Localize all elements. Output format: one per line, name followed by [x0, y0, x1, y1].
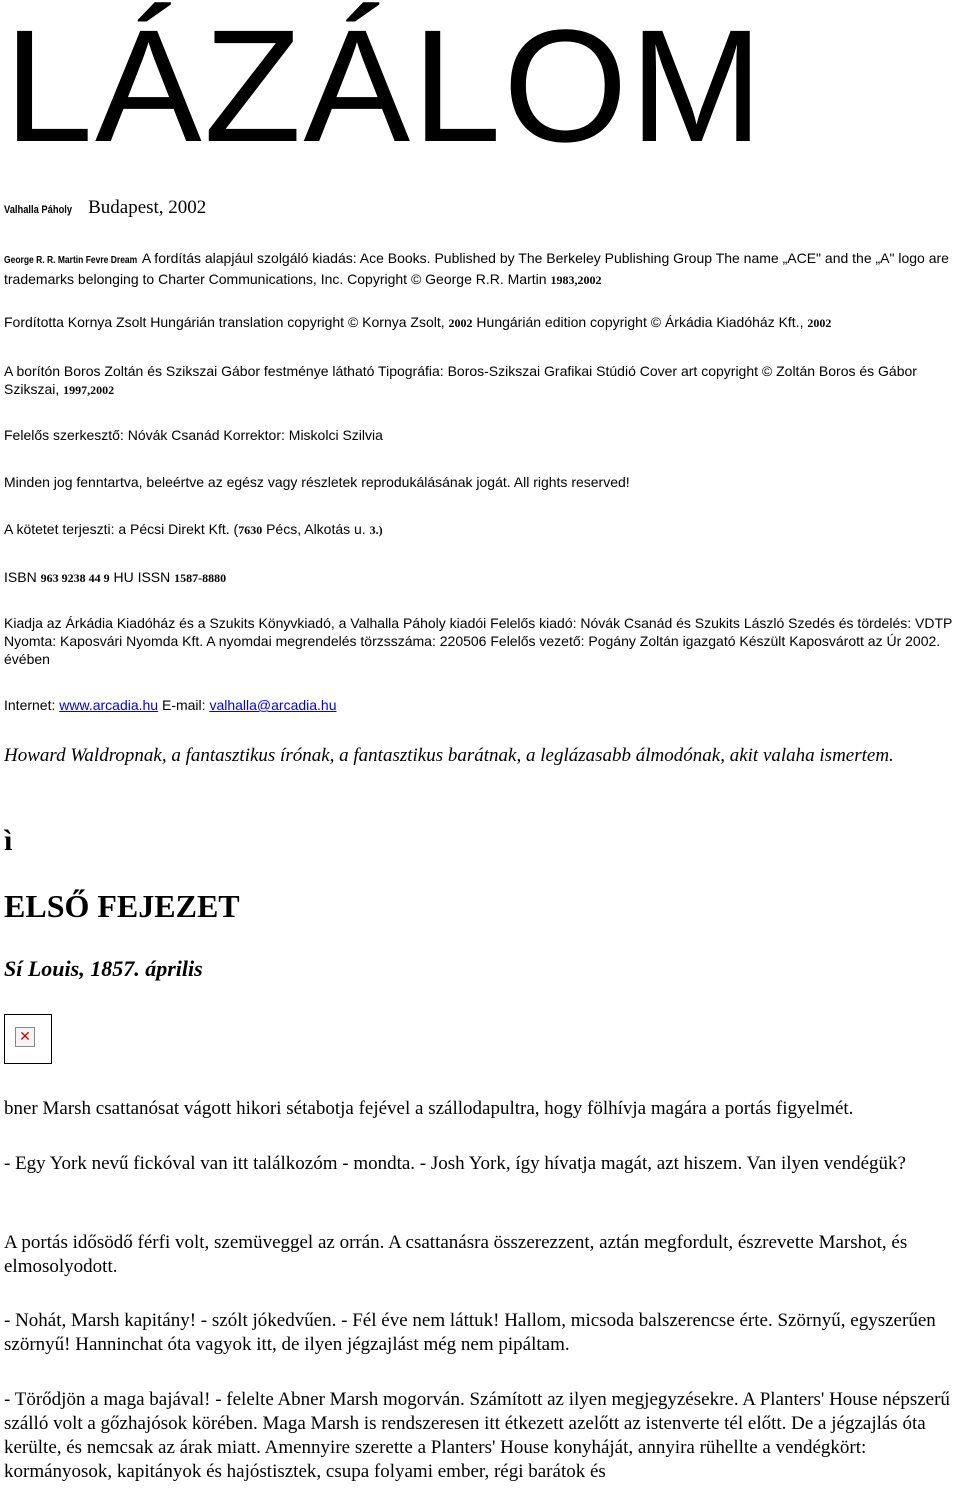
distributor-close: ) — [378, 523, 383, 537]
chapter-ornament: ì — [4, 824, 13, 857]
issn-number: 1587-8880 — [174, 571, 227, 585]
dedication: Howard Waldropnak, a fantasztikus írónak, a fantasztikus barátnak, a leglázasabb álmodónak, akit valaha ismertem. — [4, 745, 894, 766]
image-error-mark: ✕ — [19, 1029, 31, 1045]
translation-paragraph — [4, 313, 956, 332]
cover-paragraph — [4, 362, 956, 399]
distributor-number: 3. — [369, 523, 379, 537]
original-edition-text: A fordítás alapjául szolgáló kiadás: Ace Books. Published by The Berkeley Publishing Group The name „ACE" and the „A" logo are trademarks belonging to Charter Communications, Inc. Copyright © George R.R. Martin — [4, 250, 949, 287]
place-year: Budapest, 2002 — [88, 197, 207, 218]
paragraph-4: - Nohát, Marsh kapitány! - szólt jókedvűen. - Fél éve nem láttuk! Hallom, micsoda balszerencse érte. Szörnyű, egyszerűen szörnyű! Hanninchat óta vagyok itt, de ilyen jégzajlást még nem pipáltam. — [4, 1310, 936, 1355]
rights-line: Minden jog fenntartva, beleértve az egész vagy részletek reprodukálásának jogát. All rights reserved! — [4, 474, 630, 490]
isbn-number: 963 9238 44 9 — [40, 571, 110, 585]
distributor-text-b: Pécs, Alkotás u. — [266, 521, 366, 537]
copyright-paragraph — [4, 249, 956, 289]
paragraph-2: - Egy York nevű fickóval van itt találkozóm - mondta. - Josh York, így hívatja magát, azt hiszem. Van ilyen vendégük? — [4, 1153, 906, 1174]
internet-line — [4, 696, 956, 714]
issn-label: HU ISSN — [113, 569, 171, 585]
paragraph-5: - Törődjön a maga bajával! - felelte Abner Marsh mogorván. Számított az ilyen megjegyzésekre. A Planters' House népszerű szálló volt a gőzhajósok körében. Maga Marsh is rendszeresen itt étkezett azelőtt az istenverte tél előtt. De a jégzajlás óta kerülte, és nemcsak az árak miatt. Amennyire szerette a Planters' House konyháját, annyira rühellte a vendégkört: kormányosok, kapitányok és hajóstisztek, csupa folyami ember, régi barátok és — [4, 1389, 950, 1482]
distributor-zip: 7630 — [238, 523, 263, 537]
distributor-text-a: A kötetet terjeszti: a Pécsi Direkt Kft. ( — [4, 521, 239, 537]
broken-image-icon — [15, 1027, 35, 1047]
paragraph-1: bner Marsh csattanósat vágott hikori sétabotja fejével a szállodapultra, hogy fölhívja magára a portás figyelmét. — [4, 1098, 854, 1119]
broken-image-placeholder — [4, 1014, 52, 1064]
email-link[interactable]: valhalla@arcadia.hu — [209, 697, 337, 713]
book-title: LÁZÁLOM — [4, 0, 765, 175]
imprint-name: Valhalla Páholy — [4, 204, 73, 216]
chapter-title: ELSŐ FEJEZET — [4, 888, 240, 924]
translation-text-b: Hungárián edition copyright © Árkádia Kiadóház Kft., — [476, 314, 804, 330]
editor-line: Felelős szerkesztő: Nóvák Csanád Korrektor: Miskolci Szilvia — [4, 427, 383, 443]
internet-label: Internet: — [4, 697, 56, 713]
translation-year-2: 2002 — [807, 316, 832, 330]
original-author: George R. R. Martin Fevre Dream — [4, 255, 138, 266]
original-years: 1983,2002 — [550, 273, 602, 287]
colophon-paragraph: Kiadja az Árkádia Kiadóház és a Szukits Könyvkiadó, a Valhalla Páholy kiadói Felelős kiadó: Nóvák Csanád és Szukits László Szedés és tördelés: VDTP Nyomta: Kaposvári Nyomda Kft. A nyomdai megrendelés törzsszáma: 220506 Felelős vezető: Pogány Zoltán igazgató Készült Kaposvárott az Úr 2002. évében — [4, 615, 953, 667]
paragraph-3: A portás idősödő férfi volt, szemüveggel az orrán. A csattanásra összerezzent, aztán megfordult, észrevette Marshot, és elmosolyodott. — [4, 1232, 908, 1277]
translation-year-1: 2002 — [448, 316, 473, 330]
publisher-line — [4, 194, 956, 224]
cover-text: A borítón Boros Zoltán és Szikszai Gábor festménye látható Tipográfia: Boros-Szikszai Grafikai Stúdió Cover art copyright © Zoltán Boros és Gábor Szikszai, — [4, 363, 917, 397]
email-label: E-mail: — [161, 697, 206, 713]
website-link[interactable]: www.arcadia.hu — [59, 697, 159, 713]
isbn-line — [4, 568, 956, 587]
isbn-label: ISBN — [4, 569, 37, 585]
translation-text-a: Fordította Kornya Zsolt Hungárián translation copyright © Kornya Zsolt, — [4, 314, 445, 330]
cover-years: 1997,2002 — [63, 383, 115, 397]
chapter-place-date: Sí Louis, 1857. április — [4, 956, 203, 981]
distributor-line — [4, 520, 956, 539]
